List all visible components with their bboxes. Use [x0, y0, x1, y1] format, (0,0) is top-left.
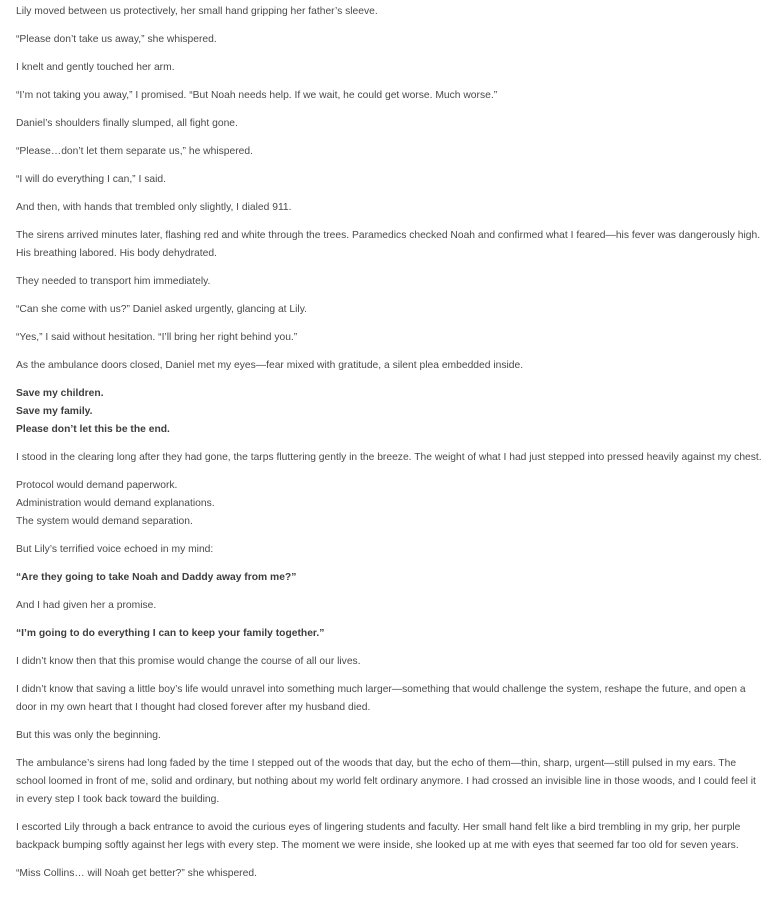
paragraph: I didn’t know then that this promise would change the course of all our lives. [16, 656, 361, 667]
paragraph: As the ambulance doors closed, Daniel met my eyes—fear mixed with gratitude, a silent plea embedded inside. [16, 360, 524, 371]
paragraph: I escorted Lily through a back entrance to avoid the curious eyes of lingering students and faculty. Her small hand felt like a bird trembling in my grip, her purple backpack bumping softly against her legs with every step. The moment we were inside, she looked up at me with eyes that seemed far too old for seven years. [16, 822, 741, 851]
promise-quote: “I’m going to do everything I can to keep your family together.” [16, 628, 325, 639]
paragraph: “I’m not taking you away,” I promised. “But Noah needs help. If we wait, he could get worse. Much worse.” [16, 90, 498, 101]
plea-line: Save my family. [16, 406, 93, 417]
paragraph: They needed to transport him immediately. [16, 276, 211, 287]
paragraph: And then, with hands that trembled only slightly, I dialed 911. [16, 202, 292, 213]
paragraph: Lily moved between us protectively, her small hand gripping her father’s sleeve. [16, 6, 378, 17]
paragraph: Daniel’s shoulders finally slumped, all fight gone. [16, 118, 238, 129]
paragraph: “Can she come with us?” Daniel asked urgently, glancing at Lily. [16, 304, 307, 315]
lily-quote: “Are they going to take Noah and Daddy away from me?” [16, 572, 297, 583]
demand-line: The system would demand separation. [16, 516, 193, 527]
paragraph: The ambulance’s sirens had long faded by the time I stepped out of the woods that day, but the echo of them—thin, sharp, urgent—still pulsed in my ears. The school loomed in front of me, solid and ordinary, but nothing about my world felt ordinary anymore. I had crossed an invisible line in those woods, and I could feel it in every step I took back toward the building. [16, 758, 756, 805]
demand-line: Administration would demand explanations. [16, 498, 215, 509]
paragraph: “Miss Collins… will Noah get better?” she whispered. [16, 868, 257, 879]
paragraph: I didn’t know that saving a little boy’s life would unravel into something much larger—something that would challenge the system, reshape the future, and open a door in my own heart that I thought had closed forever after my husband died. [16, 684, 746, 713]
paragraph: “Please…don’t let them separate us,” he whispered. [16, 146, 253, 157]
plea-line: Please don’t let this be the end. [16, 424, 170, 435]
demand-block [16, 477, 765, 531]
paragraph: The sirens arrived minutes later, flashing red and white through the trees. Paramedics checked Noah and confirmed what I feared—his fever was dangerously high. His breathing labored. His body dehydrated. [16, 230, 761, 259]
paragraph: But Lily’s terrified voice echoed in my mind: [16, 544, 214, 555]
paragraph: And I had given her a promise. [16, 600, 157, 611]
demand-line: Protocol would demand paperwork. [16, 480, 178, 491]
plea-line: Save my children. [16, 388, 104, 399]
paragraph: But this was only the beginning. [16, 730, 161, 741]
plea-block [16, 385, 765, 439]
paragraph: I knelt and gently touched her arm. [16, 62, 175, 73]
paragraph: I stood in the clearing long after they had gone, the tarps fluttering gently in the breeze. The weight of what I had just stepped into pressed heavily against my chest. [16, 452, 762, 463]
paragraph: “Please don’t take us away,” she whispered. [16, 34, 217, 45]
paragraph: “I will do everything I can,” I said. [16, 174, 166, 185]
paragraph: “Yes,” I said without hesitation. “I’ll bring her right behind you.” [16, 332, 298, 343]
